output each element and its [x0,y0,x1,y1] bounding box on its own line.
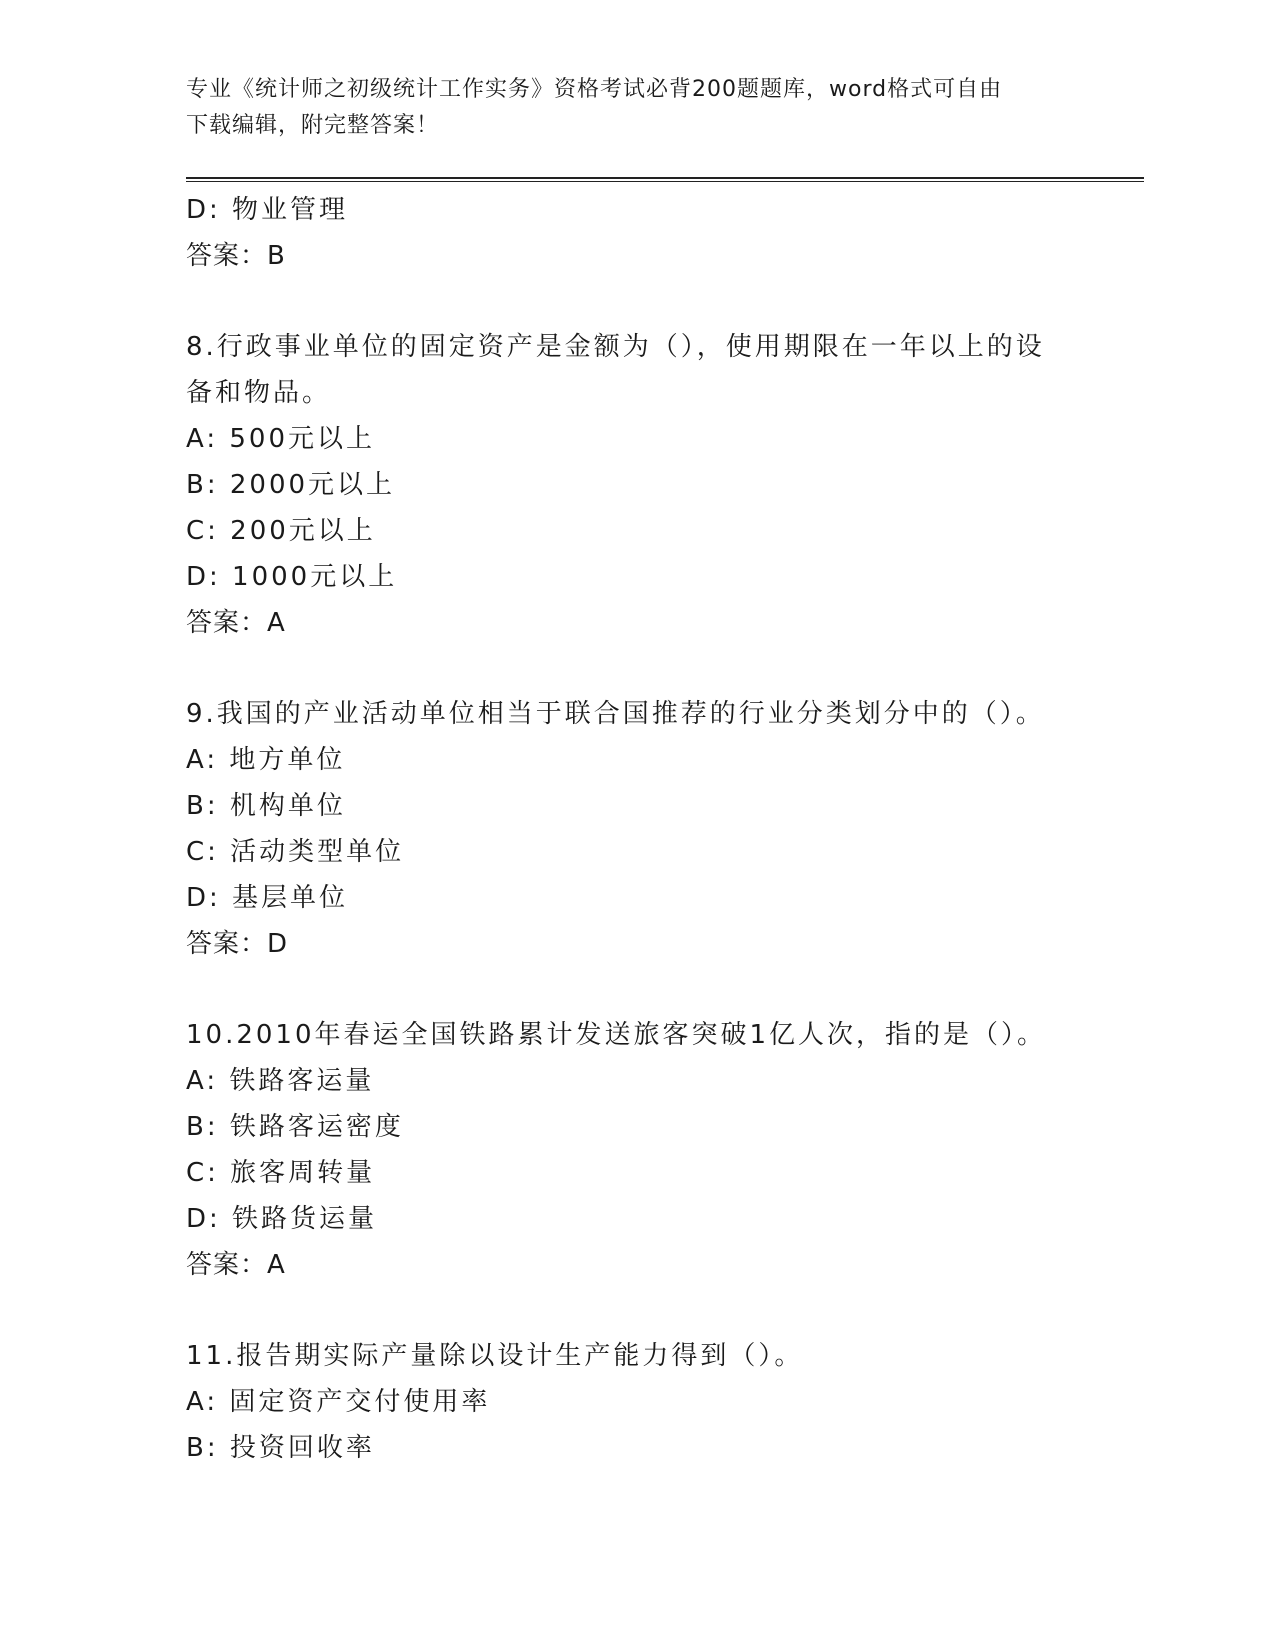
option-a: A: 铁路客运量 [186,1066,375,1096]
question-text-continued: 备和物品。 [186,378,332,408]
answer-line: 答案：A [186,608,286,638]
option-b: B: 2000元以上 [186,470,396,500]
option-b: B: 机构单位 [186,791,346,821]
question-text: 8.行政事业单位的固定资产是金额为（），使用期限在一年以上的设 [186,332,1045,362]
question-10 [186,1012,1086,1288]
option-d: D: 物业管理 [186,195,349,225]
option-c: C: 200元以上 [186,516,376,546]
option-d: D: 1000元以上 [186,562,398,592]
option-b: B: 投资回收率 [186,1433,375,1463]
answer-line: 答案：B [186,241,286,271]
option-b: B: 铁路客运密度 [186,1112,404,1142]
question-11 [186,1333,1086,1471]
option-a: A: 地方单位 [186,745,346,775]
question-text: 10.2010年春运全国铁路累计发送旅客突破1亿人次，指的是（）。 [186,1020,1047,1050]
question-8 [186,324,1086,646]
question-9 [186,691,1086,967]
answer-line: 答案：A [186,1250,286,1280]
document-header [186,72,1086,144]
header-rule-thin [186,181,1144,182]
option-d: D: 基层单位 [186,883,349,913]
option-a: A: 500元以上 [186,424,375,454]
option-c: C: 旅客周转量 [186,1158,376,1188]
answer-line: 答案：D [186,929,289,959]
question-text: 11.报告期实际产量除以设计生产能力得到（）。 [186,1341,804,1371]
header-rule-thick [186,177,1144,179]
option-d: D: 铁路货运量 [186,1204,378,1234]
question-list [186,187,1086,1471]
header-line-1: 专业《统计师之初级统计工作实务》资格考试必背200题题库，word格式可自由 [186,77,1003,102]
header-line-2: 下载编辑，附完整答案！ [186,113,440,138]
question-text: 9.我国的产业活动单位相当于联合国推荐的行业分类划分中的（）。 [186,699,1045,729]
option-c: C: 活动类型单位 [186,837,405,867]
option-a: A: 固定资产交付使用率 [186,1387,491,1417]
